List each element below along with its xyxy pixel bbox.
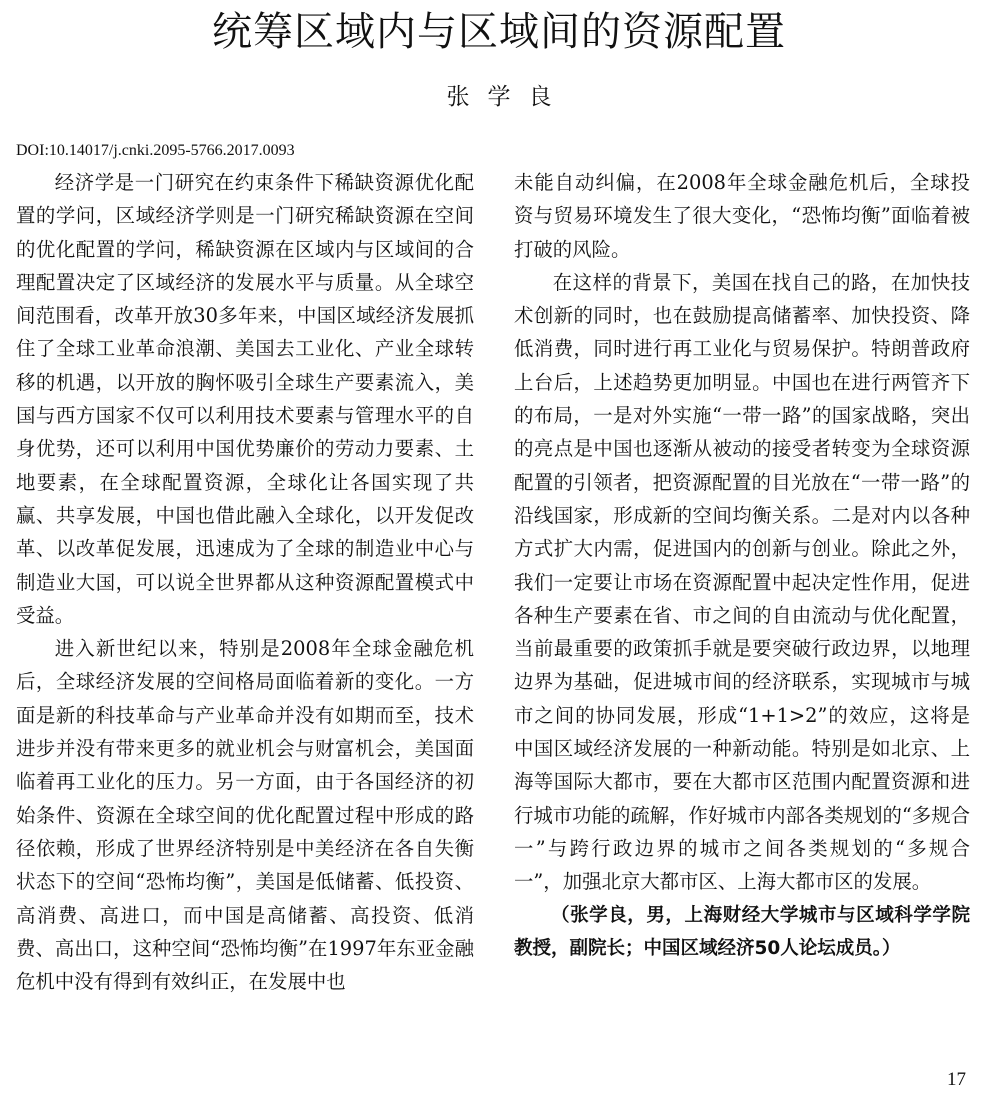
author-note: （张学良，男，上海财经大学城市与区域科学学院教授，副院长；中国区域经济50人论坛成员。）	[514, 904, 970, 959]
paragraph-3: 在这样的背景下，美国在找自己的路，在加快技术创新的同时，也在鼓励提高储蓄率、加快投资、降低消费，同时进行再工业化与贸易保护。特朗普政府上台后，上述趋势更加明显。中国也在进行两管齐下的布局，一是对外实施“一带一路”的国家战略，突出的亮点是中国也逐渐从被动的接受者转变为全球资源配置的引领者，把资源配置的目光放在“一带一路”的沿线国家，形成新的空间均衡关系。二是对内以各种方式扩大内需，促进国内的创新与创业。除此之外，我们一定要让市场在资源配置中起决定性作用，促进各种生产要素在省、市之间的自由流动与优化配置，当前最重要的政策抓手就是要突破行政边界，以地理边界为基础，促进城市间的经济联系，实现城市与城市之间的协同发展，形成“1+1>2”的效应，这将是中国区域经济发展的一种新动能。特别是如北京、上海等国际大都市，要在大都市区范围内配置资源和进行城市功能的疏解，作好城市内部各类规划的“多规合一”与跨行政边界的城市之间各类规划的“多规合一”，加强北京大都市区、上海大都市区的发展。	[514, 270, 970, 894]
paragraph-1: 经济学是一门研究在约束条件下稀缺资源优化配置的学问，区域经济学则是一门研究稀缺资源在空间的优化配置的学问，稀缺资源在区域内与区域间的合理配置决定了区域经济的发展水平与质量。从全球空间范围看，改革开放30多年来，中国区域经济发展抓住了全球工业革命浪潮、美国去工业化、产业全球转移的机遇，以开放的胸怀吸引全球生产要素流入，美国与西方国家不仅可以利用技术要素与管理水平的自身优势，还可以利用中国优势廉价的劳动力要素、土地要素，在全球配置资源，全球化让各国实现了共赢、共享发展，中国也借此融入全球化，以开发促改革、以改革促发展，迅速成为了全球的制造业中心与制造业大国，可以说全世界都从这种资源配置模式中受益。	[16, 171, 474, 627]
left-column	[16, 166, 474, 998]
article-author: 张学良	[446, 84, 570, 110]
page-number: 17	[947, 1069, 966, 1090]
doi-line: DOI:10.14017/j.cnki.2095-5766.2017.0093	[16, 142, 295, 159]
paragraph-2-continued: 未能自动纠偏，在2008年全球金融危机后，全球投资与贸易环境发生了很大变化，“恐怖均衡”面临着被打破的风险。	[514, 171, 970, 261]
article-title: 统筹区域内与区域间的资源配置	[212, 9, 786, 55]
paragraph-2: 进入新世纪以来，特别是2008年全球金融危机后，全球经济发展的空间格局面临着新的变化。一方面是新的科技革命与产业革命并没有如期而至，技术进步并没有带来更多的就业机会与财富机会，美国面临着再工业化的压力。另一方面，由于各国经济的初始条件、资源在全球空间的优化配置过程中形成的路径依赖，形成了世界经济特别是中美经济在各自失衡状态下的空间“恐怖均衡”，美国是低储蓄、低投资、高消费、高进口，而中国是高储蓄、高投资、低消费、高出口，这种空间“恐怖均衡”在1997年东亚金融危机中没有得到有效纠正，在发展中也	[16, 637, 474, 994]
right-column	[514, 166, 970, 965]
